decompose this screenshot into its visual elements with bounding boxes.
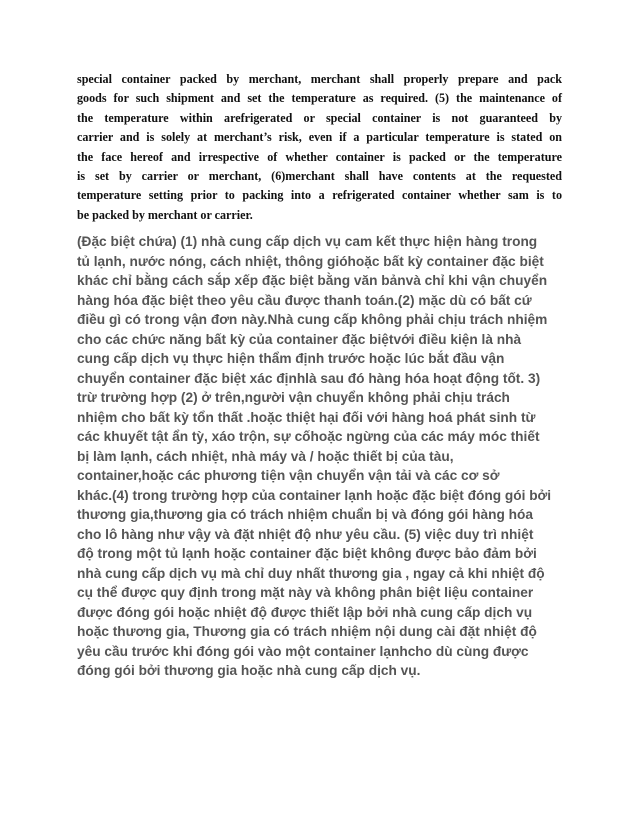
vietnamese-line: cho lô hàng như vậy và đặt nhiệt độ như yêu cầu. (5) việc duy trì nhiệt [77,526,534,542]
vietnamese-line: chuyển container đặc biệt xác địnhlà sau đó hàng hóa hoạt động tốt. 3) [77,370,541,386]
english-line: the temperature within arefrigerated or special container is not guaranteed by [77,110,562,125]
vietnamese-line: cho các chức năng bất kỳ của container đặc biệtvới điều kiện là nhà [77,331,522,347]
vietnamese-line: nhiệm cho bất kỳ tổn thất .hoặc thiệt hại đối với hàng hoá phát sinh từ [77,409,536,425]
vietnamese-line: container,hoặc các phương tiện vận chuyển vận tải và các cơ sở [77,468,500,483]
english-line: carrier and is solely at merchant’s risk, even if a particular temperature is stated on [77,130,562,145]
vietnamese-line: điều gì có trong vận đơn này.Nhà cung cấp không phải chịu trách nhiệm [77,312,548,327]
vietnamese-line: được đóng gói hoặc nhiệt độ được thiết lập bởi nhà cung cấp dịch vụ [77,604,533,620]
english-line: special container packed by merchant, merchant shall properly prepare and pack [77,72,562,86]
english-line: the face hereof and irrespective of whether container is packed or the temperature [77,149,562,164]
vietnamese-line: cung cấp dịch vụ thực hiện thẩm định trước hoặc lúc bắt đầu vận [77,351,505,366]
english-paragraph [77,70,562,225]
vietnamese-line: tủ lạnh, nước nóng, cách nhiệt, thông gióhoặc bất kỳ container đặc biệt [77,253,544,269]
vietnamese-line: hoặc thương gia, Thương gia có trách nhiệm nội dung cài đặt nhiệt độ [77,624,537,639]
english-line: temperature setting prior to packing into a refrigerated container whether sam is to [77,188,562,203]
vietnamese-line: (Đặc biệt chứa) (1) nhà cung cấp dịch vụ cam kết thực hiện hàng trong [77,234,538,249]
vietnamese-line: hàng hóa đặc biệt theo yêu cầu được thanh toán.(2) mặc dù có bất cứ [77,292,532,308]
english-line: goods for such shipment and set the temperature as required. (5) the maintenance of [77,91,562,106]
vietnamese-line: các khuyết tật ẩn tỳ, xáo trộn, sự cốhoặc ngừng của các máy móc thiết [77,429,540,444]
vietnamese-line: yêu cầu trước khi đóng gói vào một container lạnhcho dù cùng được [77,643,529,659]
vietnamese-line: bị làm lạnh, cách nhiệt, nhà máy và / hoặc thiết bị của tàu, [77,448,454,464]
vietnamese-line: độ trong một tủ lạnh hoặc container đặc biệt không được bảo đảm bởi [77,546,537,561]
vietnamese-line: thương gia,thương gia có trách nhiệm chuẩn bị và đóng gói hàng hóa [77,507,533,522]
vietnamese-line: khác chỉ bằng cách sắp xếp đặc biệt bằng văn bảnvà chỉ khi vận chuyển [77,273,548,288]
english-line: is set by carrier or merchant, (6)merchant shall have contents at the requested [77,169,562,184]
vietnamese-line: nhà cung cấp dịch vụ mà chỉ duy nhất thương gia , ngay cả khi nhiệt độ [77,565,545,581]
vietnamese-line: đóng gói bởi thương gia hoặc nhà cung cấp dịch vụ. [77,663,421,678]
vietnamese-line: khác.(4) trong trường hợp của container lạnh hoặc đặc biệt đóng gói bởi [77,487,552,503]
vietnamese-line: cụ thể được quy định trong mặt này và không phân biệt liệu container [77,585,534,600]
vietnamese-line: trừ trường hợp (2) ở trên,người vận chuyển không phải chịu trách [77,390,510,405]
vietnamese-paragraph [77,232,567,681]
english-line: be packed by merchant or carrier. [77,207,253,222]
